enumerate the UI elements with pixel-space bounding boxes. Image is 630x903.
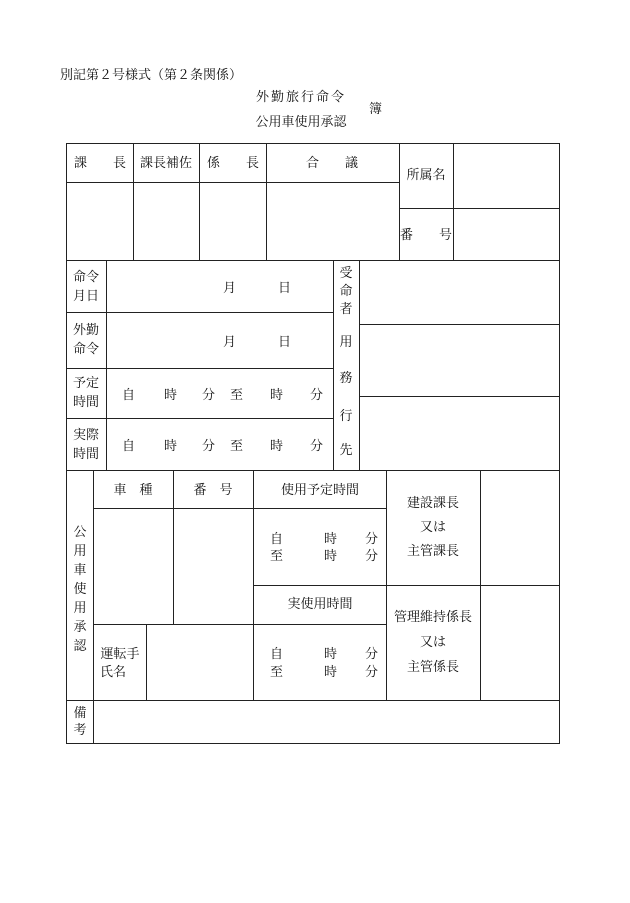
meirei-label-2: 月日 — [72, 289, 100, 304]
yukisaki-label: 行 先 — [339, 409, 353, 458]
title-line-1: 外勤旅行命令 — [255, 90, 347, 105]
jissai-hour-2: 時 — [270, 439, 284, 454]
gaikin-label-2: 命令 — [72, 342, 100, 357]
v-yotei-to: 至 — [270, 549, 284, 564]
yotei-jikan-header: 使用予定時間 — [280, 483, 360, 498]
kacho-hosa-header: 課長補佐 — [139, 156, 193, 171]
shozoku-label: 所属名 — [406, 168, 446, 183]
yotei-label-1: 予定 — [72, 376, 100, 391]
kacho-header: 課 長 — [73, 156, 127, 171]
untenshu-label-1: 運転手 — [100, 647, 140, 662]
v-jitsu-to: 至 — [270, 665, 284, 680]
yotei-to: 至 — [230, 388, 244, 403]
v-yotei-from: 自 — [270, 532, 284, 547]
gaikin-month: 月 — [223, 335, 237, 350]
kakaricho-header: 係 長 — [206, 156, 260, 171]
yotei-label-2: 時間 — [72, 395, 100, 410]
gaikin-label-1: 外勤 — [72, 323, 100, 338]
gaikin-day: 日 — [278, 335, 292, 350]
v-yotei-hour-2: 時 — [324, 549, 338, 564]
v-jitsu-hour-1: 時 — [324, 647, 338, 662]
v-yotei-min-1: 分 — [365, 532, 379, 547]
vehicle-bango-header: 番 号 — [193, 483, 233, 498]
yotei-hour-1: 時 — [164, 388, 178, 403]
jissai-hour-1: 時 — [164, 439, 178, 454]
kensetsu-label-1: 建設課長 — [406, 496, 460, 511]
form-reference: 別記第２号様式（第２条関係） — [60, 68, 243, 83]
v-jitsu-from: 自 — [270, 647, 284, 662]
yomu-label: 用 務 — [339, 335, 353, 386]
jissai-label-2: 時間 — [72, 447, 100, 462]
jitsu-jikan-header: 実使用時間 — [287, 597, 353, 612]
title-line-2: 公用車使用承認 — [255, 115, 347, 130]
bango-label: 番 号 — [399, 228, 453, 243]
kensetsu-label-2: 又は — [419, 520, 447, 535]
v-jitsu-min-2: 分 — [365, 665, 379, 680]
title-suffix: 簿 — [369, 102, 383, 117]
gogi-header: 合 議 — [305, 156, 359, 171]
meirei-label-1: 命令 — [72, 270, 100, 285]
v-jitsu-min-1: 分 — [365, 647, 379, 662]
meirei-month: 月 — [223, 281, 237, 296]
yotei-min-1: 分 — [202, 388, 216, 403]
jissai-min-1: 分 — [202, 439, 216, 454]
kanri-label-2: 又は — [419, 635, 447, 650]
v-yotei-min-2: 分 — [365, 549, 379, 564]
untenshu-label-2: 氏名 — [99, 665, 127, 680]
kanri-label-3: 主管係長 — [406, 660, 460, 675]
vehicle-section-label: 公 用 車 使 用 承 認 — [73, 525, 87, 654]
v-yotei-hour-1: 時 — [324, 532, 338, 547]
yotei-from: 自 — [122, 388, 136, 403]
shashu-header: 車 種 — [113, 483, 153, 498]
meirei-day: 日 — [278, 281, 292, 296]
jissai-from: 自 — [122, 439, 136, 454]
yotei-min-2: 分 — [310, 388, 324, 403]
kensetsu-label-3: 主管課長 — [406, 544, 460, 559]
yotei-hour-2: 時 — [270, 388, 284, 403]
remarks-label: 備 考 — [73, 706, 87, 738]
v-jitsu-hour-2: 時 — [324, 665, 338, 680]
kanri-label-1: 管理維持係長 — [393, 610, 473, 625]
jissai-label-1: 実際 — [72, 428, 100, 443]
jissai-to: 至 — [230, 439, 244, 454]
jissai-min-2: 分 — [310, 439, 324, 454]
jumeisha-label: 受 命 者 — [339, 266, 353, 317]
